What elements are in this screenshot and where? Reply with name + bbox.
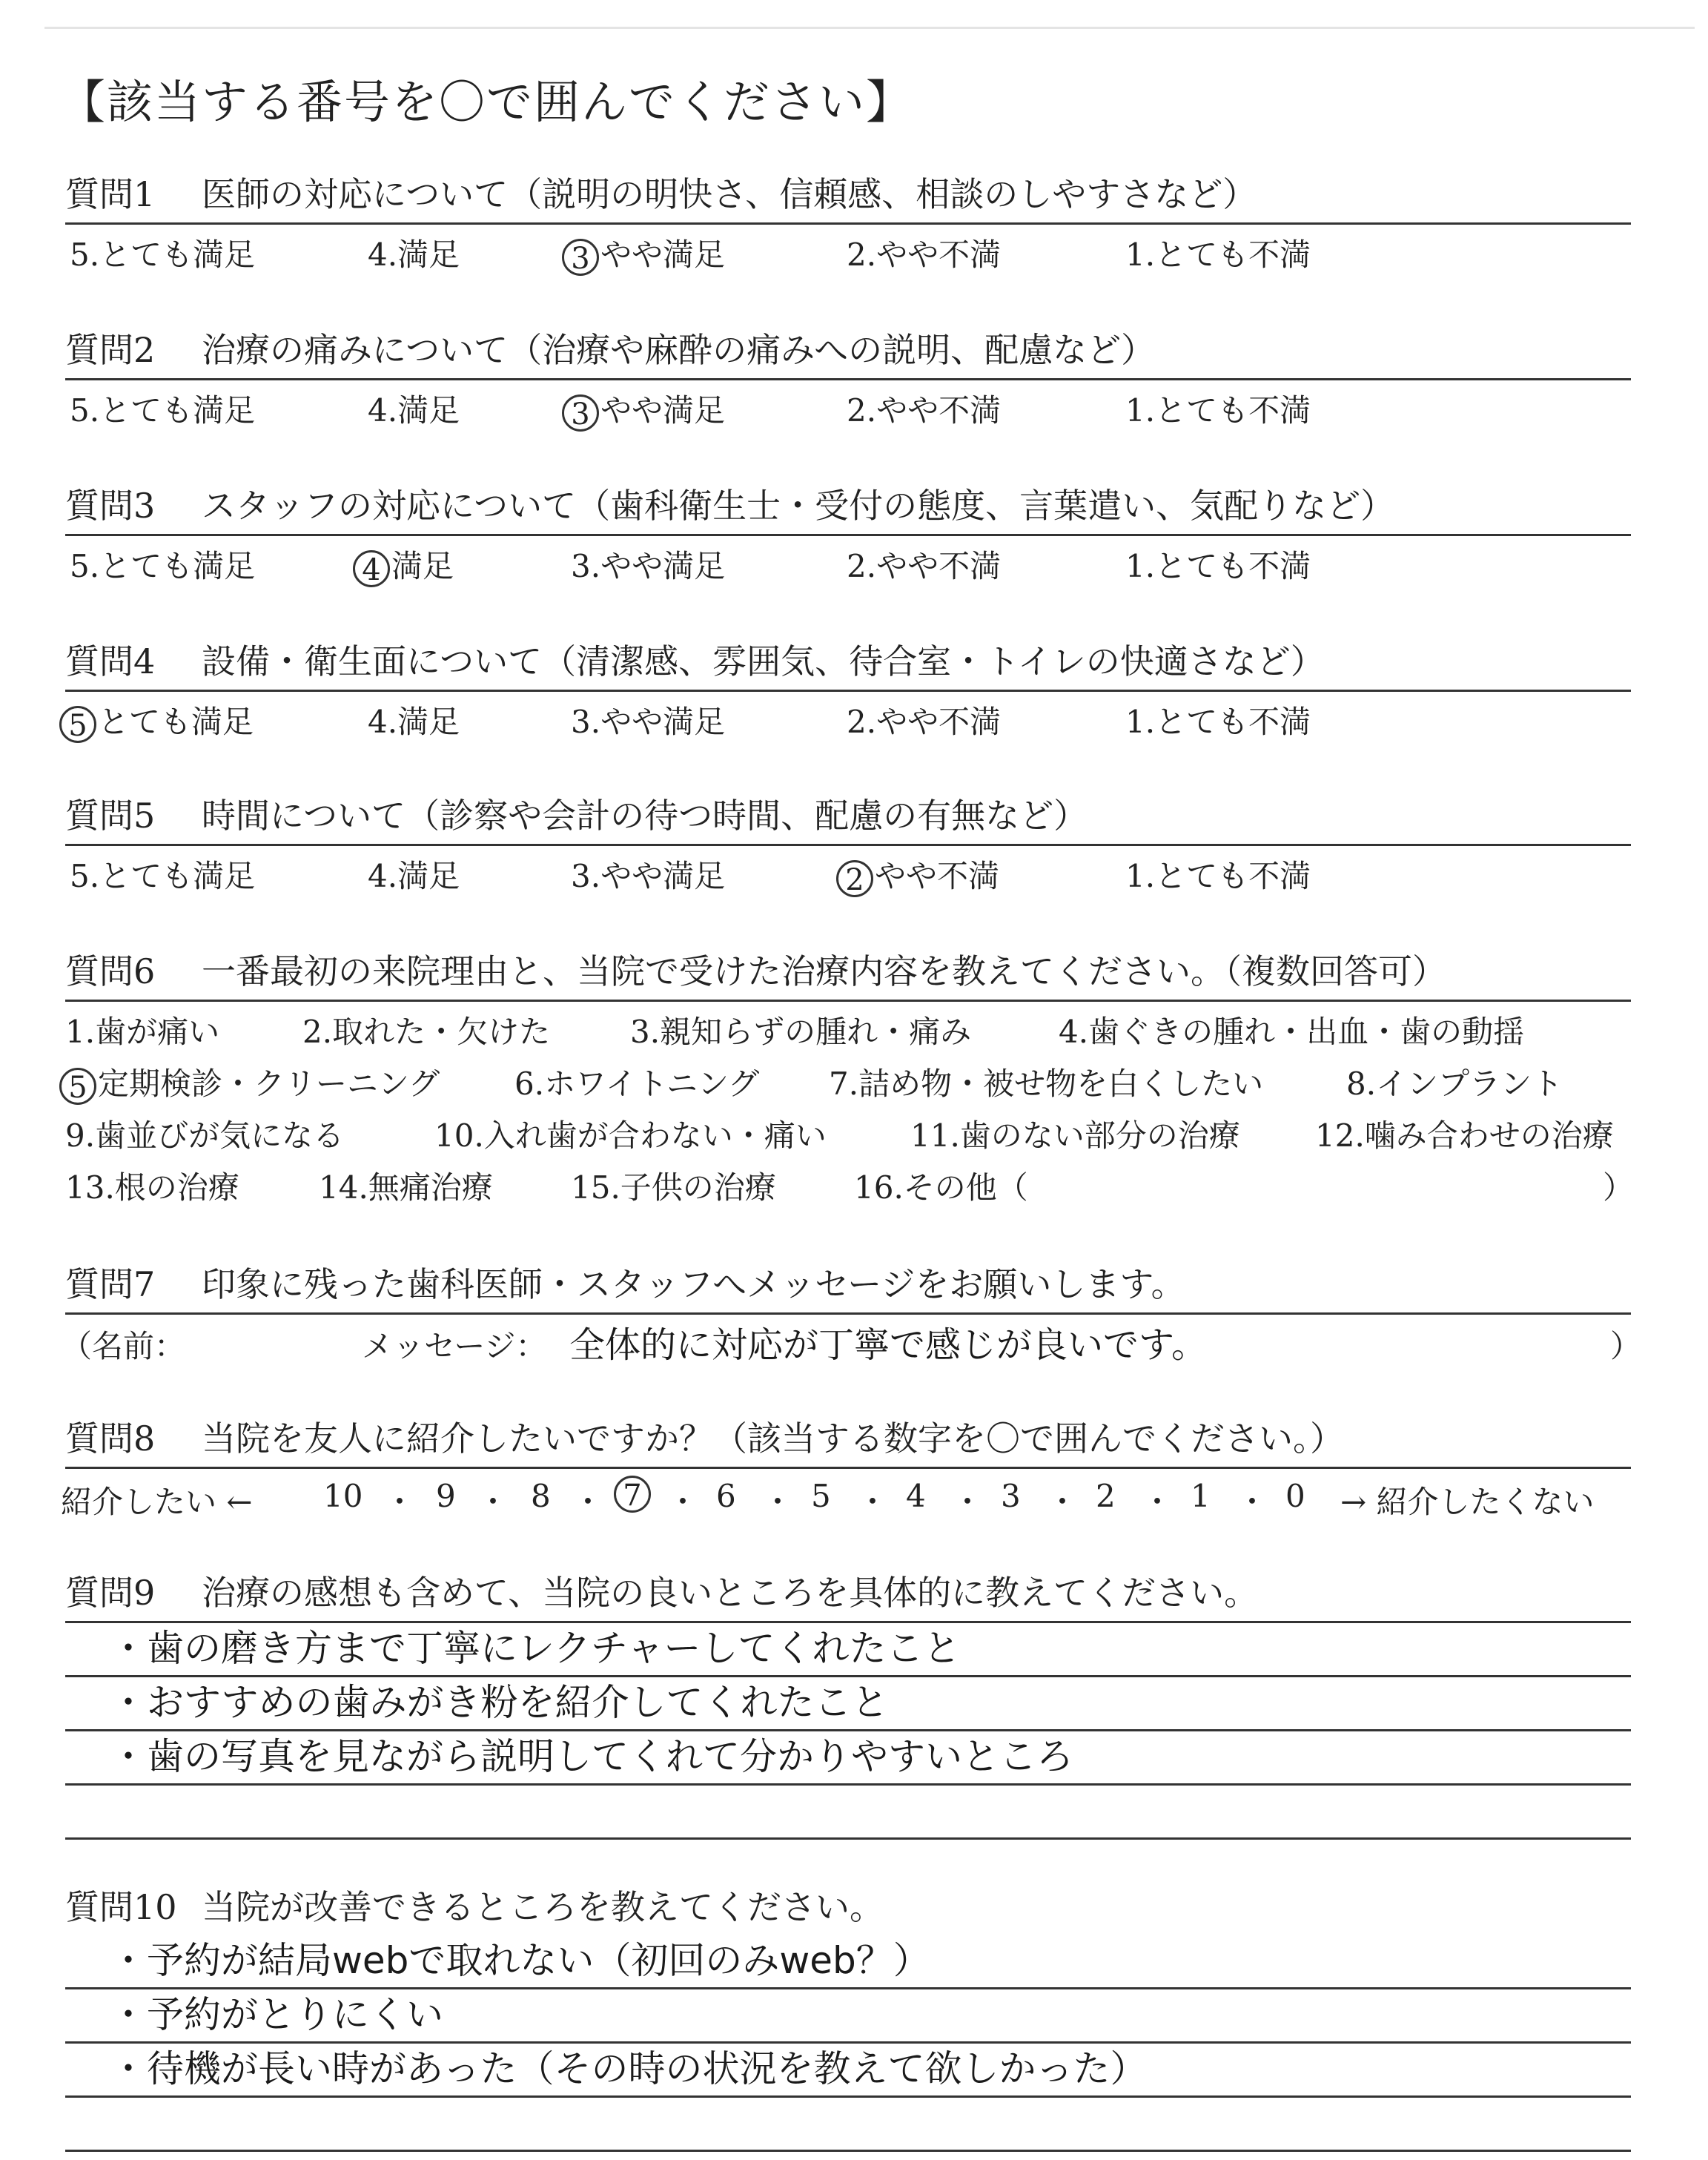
question-1 [65,163,1631,276]
treatment-option-14[interactable]: 14.無痛治療 [319,1169,493,1206]
scale-option-7-selected[interactable] [614,1473,652,1513]
rating-option-3-selected[interactable]: 3 やや満足 [562,231,725,276]
scale-dot: ・ [952,1484,984,1520]
treatment-option-16[interactable]: 16.その他（ [854,1169,1028,1206]
rating-options [65,225,1631,276]
rating-option-3[interactable]: 3.やや満足 [571,704,726,740]
rating-option-4[interactable]: 4.満足 [368,392,460,429]
rating-options [65,536,1631,587]
rating-options [65,846,1631,897]
scale-dot: ・ [384,1484,416,1520]
treatment-option-10[interactable]: 10.入れ歯が合わない・痛い [434,1117,827,1154]
rating-option-4-selected[interactable]: 4 満足 [353,542,454,587]
rating-options [65,692,1631,743]
question-number: 質問6 [65,951,156,991]
selection-circle: 3 [562,394,599,432]
treatment-option-9[interactable]: 9.歯並びが気になる [65,1117,345,1154]
message-row [61,1315,1642,1367]
handwritten-answer: ・予約がとりにくい [110,1993,443,2036]
treatment-option-6[interactable]: 6.ホワイトニング [514,1066,760,1102]
question-10 [65,1876,1631,2152]
treatment-option-5-selected[interactable]: 5 定期検診・クリーニング [59,1060,440,1105]
top-border [44,27,1695,29]
answer-line [65,1989,1631,2044]
rating-option-2[interactable]: 2.やや不満 [847,704,1002,740]
question-number: 質問7 [65,1264,156,1304]
question-5 [65,785,1631,897]
scale-option-9[interactable]: 9 [436,1478,456,1514]
rating-option-3-selected[interactable]: 3 やや満足 [562,386,725,432]
scale-dot: ・ [857,1484,889,1520]
rating-option-4[interactable]: 4.満足 [368,858,460,894]
rating-option-1[interactable]: 1.とても不満 [1125,704,1311,740]
handwritten-answer: ・歯の写真を見ながら説明してくれて分かりやすいところ [110,1735,1073,1778]
referral-scale [61,1469,1631,1521]
question-text: 当院を友人に紹介したいですか？（該当する数字を〇で囲んでください。） [202,1418,1344,1459]
question-number: 質問1 [65,174,156,214]
treatment-option-11[interactable]: 11.歯のない部分の治療 [910,1117,1240,1154]
answer-line [65,2098,1631,2152]
message-label: メッセージ： [362,1328,547,1364]
selection-circle: 5 [59,706,96,743]
rating-option-2-selected[interactable]: 2 やや不満 [836,852,999,897]
scale-dot: ・ [667,1484,699,1520]
scale-option-8[interactable]: 8 [531,1478,551,1514]
question-number: 質問5 [65,796,156,836]
question-number: 質問8 [65,1418,156,1459]
answer-line [65,1935,1631,1989]
treatment-options [65,1002,1635,1217]
rating-option-5[interactable]: 5.とても満足 [70,392,256,429]
scale-option-2[interactable]: 2 [1096,1478,1116,1514]
scale-option-5[interactable]: 5 [811,1478,831,1514]
rating-option-1[interactable]: 1.とても不満 [1125,237,1311,273]
answer-line [65,1677,1631,1731]
handwritten-answer: ・予約が結局webで取れない（初回のみweb？） [110,1939,930,1982]
answer-line [65,1623,1631,1677]
rating-option-4[interactable]: 4.満足 [368,237,460,273]
scale-dot: ・ [762,1484,794,1520]
question-number: 質問10 [65,1887,177,1927]
treatment-option-13[interactable]: 13.根の治療 [65,1169,239,1206]
selection-circle: 5 [59,1068,96,1105]
message-handwritten: 全体的に対応が丁寧で感じが良いです。 [569,1324,1208,1366]
scale-dot: ・ [1237,1484,1268,1520]
question-number: 質問4 [65,641,156,681]
question-text: 設備・衛生面について（清潔感、雰囲気、待合室・トイレの快適さなど） [202,641,1325,681]
question-9 [65,1562,1631,1840]
treatment-option-3[interactable]: 3.親知らずの腫れ・痛み [630,1014,972,1050]
rating-option-2[interactable]: 2.やや不満 [847,392,1002,429]
handwritten-answer: ・おすすめの歯みがき粉を紹介してくれたこと [110,1681,889,1724]
selection-circle: 3 [562,239,599,276]
question-7 [61,1253,1642,1367]
scale-option-4[interactable]: 4 [906,1478,926,1514]
name-label: （名前： [61,1328,186,1364]
question-3 [65,475,1631,587]
scale-option-6[interactable]: 6 [716,1478,736,1514]
question-text: 治療の感想も含めて、当院の良いところを具体的に教えてください。 [202,1573,1259,1613]
scale-option-1[interactable]: 1 [1191,1478,1211,1514]
scale-dot: ・ [477,1484,509,1520]
handwritten-answer: ・待機が長い時があった（その時の状況を教えて欲しかった） [110,2047,1148,2090]
question-text: 一番最初の来院理由と、当院で受けた治療内容を教えてください。（複数回答可） [202,951,1446,991]
question-text: 印象に残った歯科医師・スタッフへメッセージをお願いします。 [202,1264,1185,1304]
other-close-paren: ） [1603,1169,1635,1206]
rating-option-3[interactable]: 3.やや満足 [571,548,726,584]
rating-option-5[interactable]: 5.とても満足 [70,548,256,584]
rating-option-1[interactable]: 1.とても不満 [1125,858,1311,894]
question-4 [65,630,1631,743]
selection-circle: 2 [836,860,873,897]
question-text: 医師の対応について（説明の明快さ、信頼感、相談のしやすさなど） [202,174,1257,214]
rating-option-2[interactable]: 2.やや不満 [847,548,1002,584]
scale-dot: ・ [572,1484,604,1520]
rating-option-1[interactable]: 1.とても不満 [1125,392,1311,429]
question-number: 質問3 [65,486,156,526]
question-text: スタッフの対応について（歯科衛生士・受付の態度、言葉遣い、気配りなど） [202,486,1395,526]
scale-dot: ・ [1047,1484,1079,1520]
answer-line [65,1786,1631,1840]
selection-circle: 4 [353,550,390,587]
scale-dot: ・ [1142,1484,1174,1520]
rating-option-2[interactable]: 2.やや不満 [847,237,1002,273]
handwritten-answer: ・歯の磨き方まで丁寧にレクチャーしてくれたこと [110,1627,961,1670]
treatment-option-12[interactable]: 12.噛み合わせの治療 [1315,1117,1614,1154]
rating-option-3[interactable]: 3.やや満足 [571,858,726,894]
question-text: 治療の痛みについて（治療や麻酔の痛みへの説明、配慮など） [202,330,1156,370]
question-6 [65,940,1635,1217]
treatment-option-2[interactable]: 2.取れた・欠けた [302,1014,551,1050]
question-2 [65,319,1631,432]
scale-option-0[interactable]: 0 [1285,1478,1305,1514]
page-title: 【該当する番号を〇で囲んでください】 [59,75,914,129]
rating-option-5[interactable]: 5.とても満足 [70,237,256,273]
message-close-paren: ） [1610,1328,1642,1364]
treatment-option-1[interactable]: 1.歯が痛い [65,1014,220,1050]
rating-option-5[interactable]: 5.とても満足 [70,858,256,894]
treatment-option-8[interactable]: 8.インプラント [1346,1066,1563,1102]
rating-option-1[interactable]: 1.とても不満 [1125,548,1311,584]
treatment-option-4[interactable]: 4.歯ぐきの腫れ・出血・歯の動揺 [1059,1014,1525,1050]
scale-right-label: → 紹介したくない [1340,1484,1595,1520]
scale-option-10[interactable]: 10 [323,1478,363,1514]
rating-option-4[interactable]: 4.満足 [368,704,460,740]
rating-options [65,380,1631,432]
treatment-option-7[interactable]: 7.詰め物・被せ物を白くしたい [829,1066,1264,1102]
rating-option-5-selected[interactable]: 5 とても満足 [59,698,254,743]
question-text: 当院が改善できるところを教えてください。 [202,1887,884,1927]
selection-circle: 7 [614,1476,651,1513]
question-number: 質問9 [65,1573,156,1613]
treatment-option-15[interactable]: 15.子供の治療 [571,1169,776,1206]
question-number: 質問2 [65,330,156,370]
answer-line [65,1731,1631,1786]
answer-line [65,2044,1631,2098]
scale-option-3[interactable]: 3 [1001,1478,1021,1514]
question-text: 時間について（診察や会計の待つ時間、配慮の有無など） [202,796,1088,836]
scale-left-label: 紹介したい ← [61,1484,253,1520]
question-8 [61,1407,1631,1521]
